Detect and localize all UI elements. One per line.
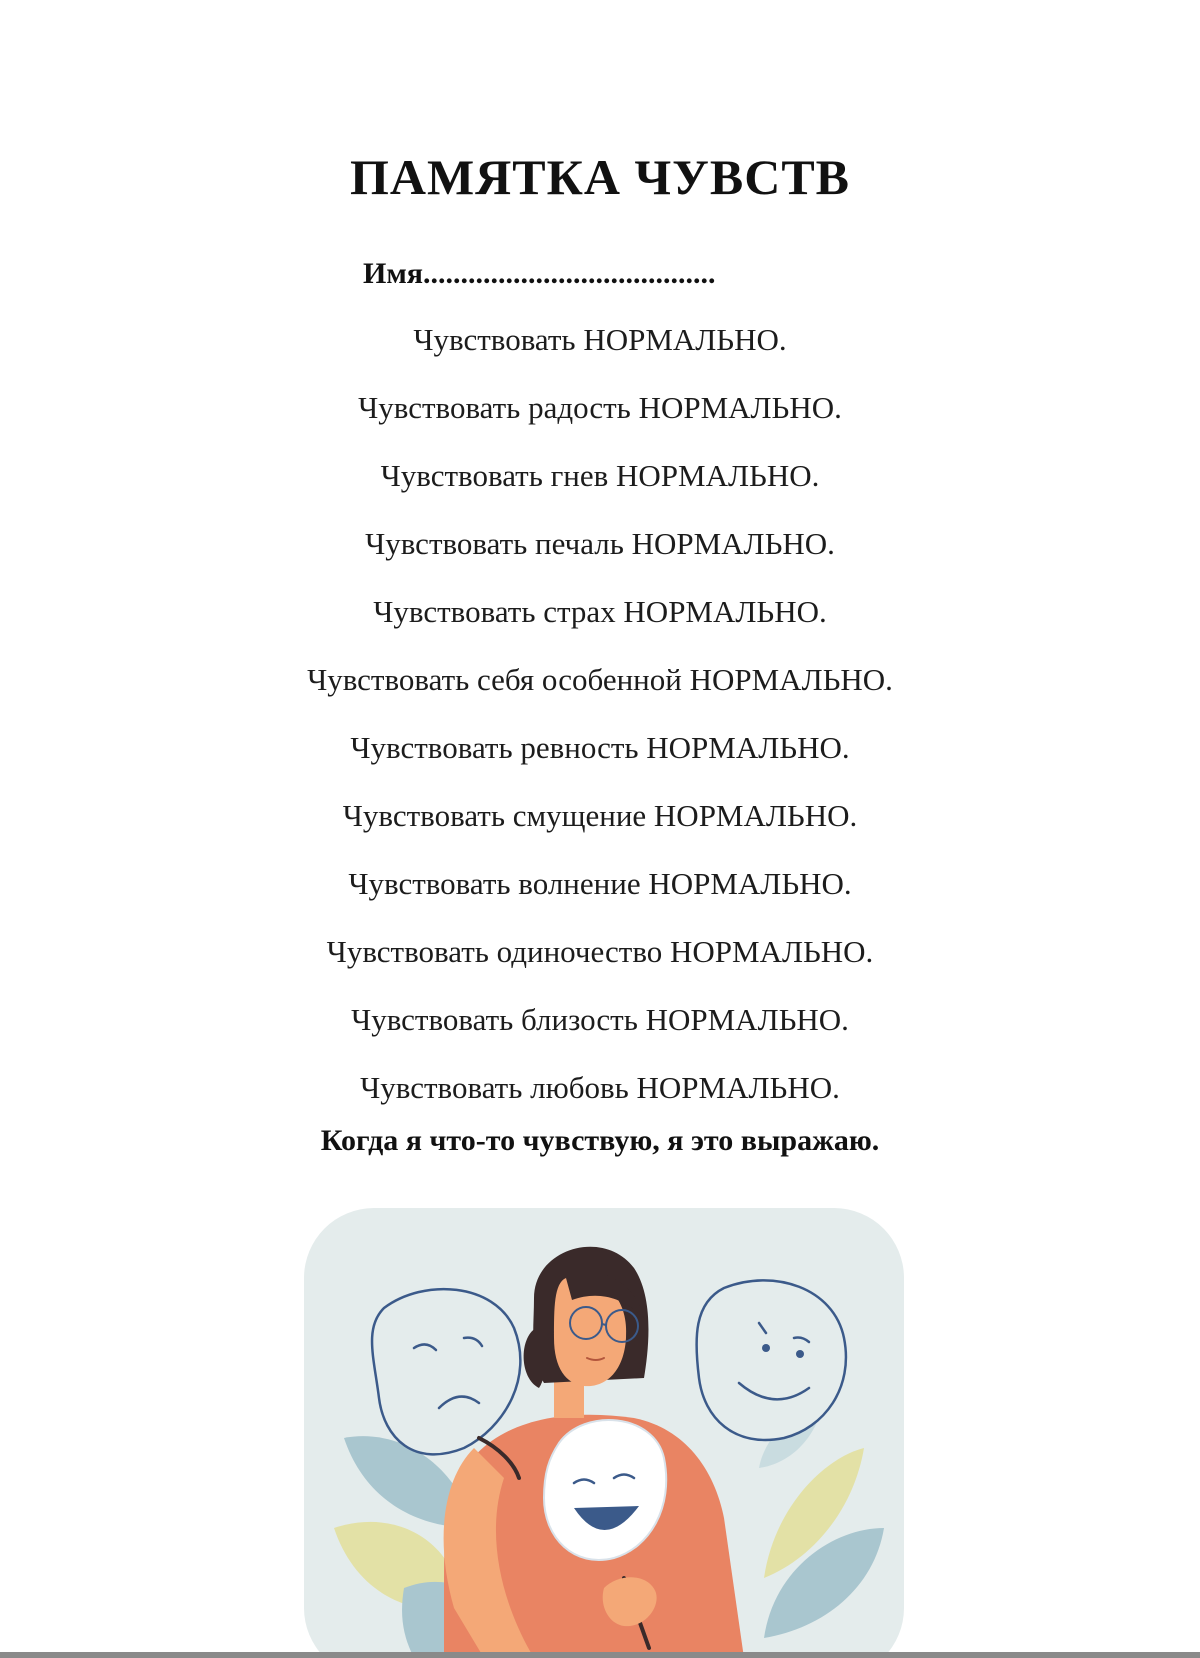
list-item: Чувствовать смущение НОРМАЛЬНО.: [342, 798, 858, 833]
bottom-border: [0, 1652, 1200, 1658]
list-item: Чувствовать НОРМАЛЬНО.: [413, 322, 787, 357]
closing-statement: Когда я что-то чувствую, я это выражаю.: [320, 1124, 880, 1157]
list-item: Чувствовать близость НОРМАЛЬНО.: [351, 1002, 849, 1037]
feelings-list: [0, 318, 1200, 1134]
list-item: Чувствовать радость НОРМАЛЬНО.: [358, 390, 842, 425]
list-item: Чувствовать страх НОРМАЛЬНО.: [373, 594, 827, 629]
name-field: Имя.......................................: [363, 257, 716, 290]
list-item: Чувствовать гнев НОРМАЛЬНО.: [380, 458, 820, 493]
woman-holding-smiling-mask-icon: [304, 1208, 904, 1658]
list-item: Чувствовать печаль НОРМАЛЬНО.: [365, 526, 835, 561]
page-title: ПАМЯТКА ЧУВСТВ: [349, 149, 851, 205]
list-item: Чувствовать одиночество НОРМАЛЬНО.: [326, 934, 874, 969]
list-item: Чувствовать любовь НОРМАЛЬНО.: [360, 1070, 840, 1105]
list-item: Чувствовать волнение НОРМАЛЬНО.: [348, 866, 852, 901]
list-item: Чувствовать себя особенной НОРМАЛЬНО.: [307, 662, 893, 697]
smiling-mask: [697, 1280, 846, 1440]
list-item: Чувствовать ревность НОРМАЛЬНО.: [350, 730, 850, 765]
